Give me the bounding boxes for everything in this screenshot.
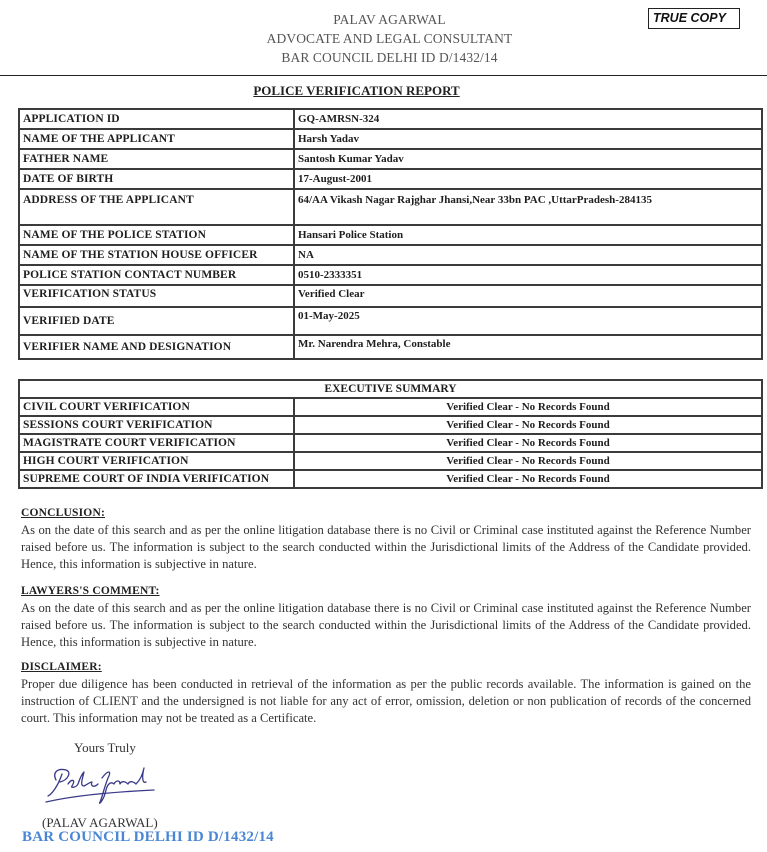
conclusion-heading: CONCLUSION: xyxy=(21,507,105,519)
footer-bar-council-id: BAR COUNCIL DELHI ID D/1432/14 xyxy=(22,829,274,845)
court-result: Verified Clear - No Records Found xyxy=(294,470,762,488)
row-label: NAME OF THE POLICE STATION xyxy=(19,225,294,245)
table-row xyxy=(19,189,762,225)
row-value: Verified Clear xyxy=(294,285,762,307)
true-copy-stamp: TRUE COPY xyxy=(648,8,740,29)
court-result: Verified Clear - No Records Found xyxy=(294,416,762,434)
row-value: 17-August-2001 xyxy=(294,169,762,189)
row-value: Mr. Narendra Mehra, Constable xyxy=(294,335,762,359)
row-label: NAME OF THE APPLICANT xyxy=(19,129,294,149)
row-value: Hansari Police Station xyxy=(294,225,762,245)
row-value: Harsh Yadav xyxy=(294,129,762,149)
table-row xyxy=(19,109,762,129)
table-row xyxy=(19,470,762,488)
row-label: APPLICATION ID xyxy=(19,109,294,129)
row-value: 01-May-2025 xyxy=(294,307,762,335)
row-label: VERIFIER NAME AND DESIGNATION xyxy=(19,335,294,359)
applicant-details-table xyxy=(18,108,763,360)
executive-summary-table xyxy=(18,379,763,489)
signature-image xyxy=(42,760,162,810)
table-row xyxy=(19,129,762,149)
conclusion-text: As on the date of this search and as per the online litigation database there is no Civil or Criminal case instituted against the Reference Number raised before us. The information is subject to the search conducted within the Jurisdictional limits of the Address of the Candidate provided. Hence, this information is subjective in nature. xyxy=(21,523,751,571)
table-row xyxy=(19,149,762,169)
report-title-text: POLICE VERIFICATION REPORT xyxy=(253,83,460,98)
row-label: VERIFIED DATE xyxy=(19,307,294,335)
conclusion-section xyxy=(21,506,751,573)
row-value: 64/AA Vikash Nagar Rajghar Jhansi,Near 33bn PAC ,UttarPradesh-284135 xyxy=(294,189,762,225)
advocate-name: PALAV AGARWAL xyxy=(333,12,446,27)
disclaimer-heading: DISCLAIMER: xyxy=(21,661,102,673)
court-label: CIVIL COURT VERIFICATION xyxy=(19,398,294,416)
table-row xyxy=(19,225,762,245)
report-title xyxy=(0,83,767,99)
letterhead-bar-id: BAR COUNCIL DELHI ID D/1432/14 xyxy=(281,50,498,65)
table-row xyxy=(19,307,762,335)
court-result: Verified Clear - No Records Found xyxy=(294,398,762,416)
table-row xyxy=(19,416,762,434)
row-value: NA xyxy=(294,245,762,265)
lawyers-comment-text: As on the date of this search and as per the online litigation database there is no Civil or Criminal case instituted against the Reference Number raised before us. The information is subject to the search conducted within the Jurisdictional limits of the Address of the Candidate provided. Hence, this information is subjective in nature. xyxy=(21,601,751,649)
summary-title: EXECUTIVE SUMMARY xyxy=(19,380,762,398)
court-label: SUPREME COURT OF INDIA VERIFICATION xyxy=(19,470,294,488)
court-result: Verified Clear - No Records Found xyxy=(294,452,762,470)
header-divider xyxy=(0,75,767,76)
advocate-designation: ADVOCATE AND LEGAL CONSULTANT xyxy=(266,31,513,46)
court-label: HIGH COURT VERIFICATION xyxy=(19,452,294,470)
row-value: Santosh Kumar Yadav xyxy=(294,149,762,169)
row-value: 0510-2333351 xyxy=(294,265,762,285)
table-row xyxy=(19,452,762,470)
row-label: DATE OF BIRTH xyxy=(19,169,294,189)
table-row xyxy=(19,434,762,452)
row-label: POLICE STATION CONTACT NUMBER xyxy=(19,265,294,285)
disclaimer-section xyxy=(21,660,751,727)
row-label: FATHER NAME xyxy=(19,149,294,169)
table-row xyxy=(19,245,762,265)
lawyers-comment-heading: LAWYERS'S COMMENT: xyxy=(21,585,160,597)
table-row xyxy=(19,335,762,359)
row-label: VERIFICATION STATUS xyxy=(19,285,294,307)
court-label: SESSIONS COURT VERIFICATION xyxy=(19,416,294,434)
table-row xyxy=(19,398,762,416)
row-value: GQ-AMRSN-324 xyxy=(294,109,762,129)
court-label: MAGISTRATE COURT VERIFICATION xyxy=(19,434,294,452)
table-row xyxy=(19,285,762,307)
table-row xyxy=(19,169,762,189)
closing-salutation: Yours Truly xyxy=(74,740,136,755)
table-row xyxy=(19,265,762,285)
row-label: NAME OF THE STATION HOUSE OFFICER xyxy=(19,245,294,265)
disclaimer-text: Proper due diligence has been conducted in retrieval of the information as per the public records available. The information is gained on the instruction of CLIENT and the undersigned is not liable for any act of error, omission, deletion or non publication of records of the concerned court. This information may not be treated as a Certificate. xyxy=(21,677,751,725)
lawyers-comment-section xyxy=(21,584,751,651)
court-result: Verified Clear - No Records Found xyxy=(294,434,762,452)
summary-header-row xyxy=(19,380,762,398)
row-label: ADDRESS OF THE APPLICANT xyxy=(19,189,294,225)
signer-name: (PALAV AGARWAL) xyxy=(42,815,158,830)
